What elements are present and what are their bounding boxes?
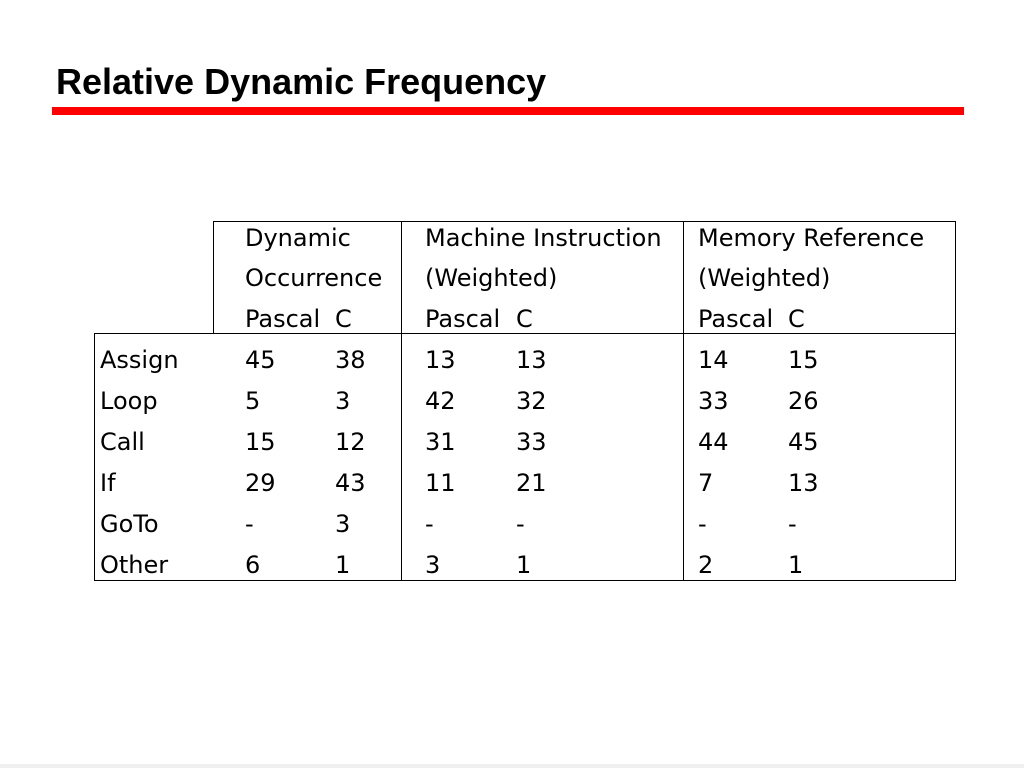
table-cell: - — [425, 510, 434, 538]
subheader-c: C — [335, 305, 352, 333]
table-cell: - — [516, 510, 525, 538]
table-cell: 32 — [516, 387, 547, 415]
table-cell: 3 — [425, 551, 441, 579]
table-cell: 13 — [425, 346, 456, 374]
table-cell: 45 — [788, 428, 819, 456]
column-separator — [401, 221, 402, 581]
table-cell: 5 — [245, 387, 261, 415]
row-label: GoTo — [100, 510, 159, 538]
table-cell: - — [788, 510, 797, 538]
header-dynamic: Dynamic — [245, 224, 351, 252]
table-cell: 13 — [516, 346, 547, 374]
subheader-pascal: Pascal — [425, 305, 501, 333]
slide-bottom-edge — [0, 764, 1024, 768]
slide-title: Relative Dynamic Frequency — [56, 61, 547, 102]
table-cell: 21 — [516, 469, 547, 497]
table-cell: 38 — [335, 346, 366, 374]
table-cell: - — [245, 510, 254, 538]
table-cell: 43 — [335, 469, 366, 497]
table-cell: 6 — [245, 551, 261, 579]
table-cell: 13 — [788, 469, 819, 497]
header-machine-instruction: Machine Instruction — [425, 224, 662, 252]
table-cell: 12 — [335, 428, 366, 456]
table-cell: 14 — [698, 346, 729, 374]
column-separator — [683, 221, 684, 581]
table-cell: - — [698, 510, 707, 538]
table-cell: 33 — [698, 387, 729, 415]
table-cell: 29 — [245, 469, 276, 497]
row-label: Call — [100, 428, 145, 456]
table-cell: 2 — [698, 551, 714, 579]
table-cell: 15 — [788, 346, 819, 374]
table-cell: 15 — [245, 428, 276, 456]
subheader-pascal: Pascal — [245, 305, 321, 333]
table-cell: 44 — [698, 428, 729, 456]
table-cell: 3 — [335, 510, 351, 538]
table-cell: 1 — [788, 551, 804, 579]
table-cell: 3 — [335, 387, 351, 415]
header-memory-weighted: (Weighted) — [698, 264, 831, 292]
subheader-c: C — [516, 305, 533, 333]
table-cell: 1 — [516, 551, 532, 579]
row-label: Assign — [100, 346, 179, 374]
row-label: Other — [100, 551, 169, 579]
table-cell: 42 — [425, 387, 456, 415]
subheader-c: C — [788, 305, 805, 333]
table-cell: 11 — [425, 469, 456, 497]
table-cell: 31 — [425, 428, 456, 456]
header-occurrence: Occurrence — [245, 264, 383, 292]
table-cell: 1 — [335, 551, 351, 579]
header-memory-reference: Memory Reference — [698, 224, 925, 252]
row-label: Loop — [100, 387, 158, 415]
table-cell: 33 — [516, 428, 547, 456]
table-cell: 26 — [788, 387, 819, 415]
title-underline — [52, 107, 964, 115]
subheader-pascal: Pascal — [698, 305, 774, 333]
table-cell: 7 — [698, 469, 714, 497]
row-label: If — [100, 469, 116, 497]
header-machine-weighted: (Weighted) — [425, 264, 558, 292]
table-cell: 45 — [245, 346, 276, 374]
